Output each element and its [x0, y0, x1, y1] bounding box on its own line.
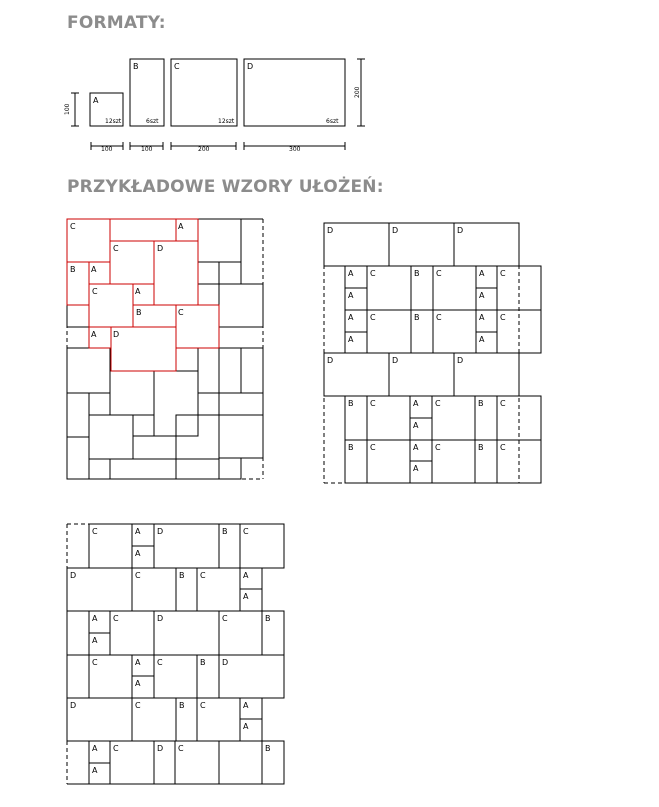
p2-label: C — [436, 313, 442, 322]
p3-label: A — [92, 766, 98, 775]
p2-label: A — [348, 313, 354, 322]
height-large-label: 200 — [354, 86, 361, 98]
format-d-count: 6szt — [326, 118, 339, 125]
p1-label: A — [135, 287, 141, 296]
format-d-width: 300 — [289, 146, 301, 153]
p3-label: C — [243, 527, 249, 536]
p2-label: A — [479, 335, 485, 344]
p1-label: C — [70, 222, 76, 231]
pattern-1-highlight — [67, 219, 219, 371]
p1-label: A — [91, 265, 97, 274]
pattern-1 — [67, 219, 263, 479]
p2-label: C — [370, 399, 376, 408]
p3-label: D — [157, 744, 164, 753]
p3-label: D — [157, 527, 164, 536]
p3-label: B — [265, 614, 271, 623]
p2-label: B — [348, 443, 354, 452]
p3-label: A — [243, 592, 249, 601]
p2-label: A — [348, 335, 354, 344]
p1-label: C — [178, 308, 184, 317]
p2-label: D — [457, 226, 464, 235]
height-small-label: 100 — [64, 103, 71, 115]
p3-label: C — [135, 571, 141, 580]
p2-label: D — [327, 226, 334, 235]
p2-label: B — [348, 399, 354, 408]
p2-label: C — [370, 443, 376, 452]
format-b-width: 100 — [141, 146, 153, 153]
p2-label: C — [435, 443, 441, 452]
format-a-label: A — [93, 96, 99, 105]
p3-label: A — [92, 636, 98, 645]
format-c-label: C — [174, 62, 180, 71]
p2-label: B — [478, 399, 484, 408]
p3-label: C — [92, 527, 98, 536]
format-d-label: D — [247, 62, 254, 71]
p1-label: A — [91, 330, 97, 339]
p1-label: C — [113, 244, 119, 253]
p2-label: A — [348, 269, 354, 278]
p1-label: A — [178, 222, 184, 231]
p2-label: A — [479, 291, 485, 300]
p3-label: C — [113, 744, 119, 753]
p3-label: C — [222, 614, 228, 623]
p2-label: C — [370, 269, 376, 278]
p3-label: A — [135, 658, 141, 667]
p2-label: C — [435, 399, 441, 408]
p1-label: D — [157, 244, 164, 253]
p3-label: A — [92, 614, 98, 623]
p2-label: C — [500, 399, 506, 408]
formats-section — [71, 59, 365, 150]
p2-label: C — [500, 313, 506, 322]
p3-label: C — [178, 744, 184, 753]
p3-label: B — [200, 658, 206, 667]
p2-label: A — [348, 291, 354, 300]
pattern-1-labels — [70, 222, 184, 339]
format-d-tile — [244, 59, 345, 126]
p2-label: B — [414, 313, 420, 322]
formats-labels — [64, 62, 361, 153]
p2-label: A — [413, 399, 419, 408]
pattern-2 — [324, 223, 541, 483]
p2-label: A — [413, 443, 419, 452]
p2-label: C — [436, 269, 442, 278]
p2-label: C — [500, 269, 506, 278]
p1-label: B — [70, 265, 76, 274]
p3-label: D — [222, 658, 229, 667]
width-dimension-lines — [91, 142, 345, 150]
p3-label: B — [179, 571, 185, 580]
p2-label: C — [500, 443, 506, 452]
p3-label: A — [243, 571, 249, 580]
p2-label: A — [479, 269, 485, 278]
format-c-width: 200 — [198, 146, 210, 153]
p3-label: C — [200, 701, 206, 710]
p1-label: D — [113, 330, 120, 339]
p2-label: A — [479, 313, 485, 322]
format-b-count: 6szt — [146, 118, 159, 125]
p3-label: D — [157, 614, 164, 623]
format-c-tile — [171, 59, 237, 126]
p1-label: C — [92, 287, 98, 296]
p3-label: A — [135, 549, 141, 558]
p2-label: A — [413, 421, 419, 430]
p3-label: A — [243, 722, 249, 731]
p3-label: B — [179, 701, 185, 710]
p2-label: D — [392, 226, 399, 235]
p3-label: A — [92, 744, 98, 753]
p2-label: C — [370, 313, 376, 322]
patterns-heading: PRZYKŁADOWE WZORY UŁOŻEŃ: — [67, 177, 384, 197]
p2-label: D — [327, 356, 334, 365]
p3-label: A — [135, 527, 141, 536]
p2-label: B — [478, 443, 484, 452]
format-b-label: B — [133, 62, 139, 71]
p2-label: A — [413, 464, 419, 473]
format-c-count: 12szt — [218, 118, 235, 125]
formats-heading: FORMATY: — [67, 13, 166, 33]
p3-label: A — [135, 679, 141, 688]
pattern-3 — [67, 524, 284, 784]
p2-label: D — [457, 356, 464, 365]
p2-label: D — [392, 356, 399, 365]
format-a-count: 12szt — [105, 118, 122, 125]
p3-label: C — [113, 614, 119, 623]
p3-label: C — [157, 658, 163, 667]
p3-label: C — [92, 658, 98, 667]
p3-label: A — [243, 701, 249, 710]
p3-label: D — [70, 571, 77, 580]
pattern-2-labels — [327, 226, 506, 473]
p3-label: C — [200, 571, 206, 580]
p2-label: B — [414, 269, 420, 278]
p3-label: C — [135, 701, 141, 710]
p1-label: B — [136, 308, 142, 317]
p3-label: B — [222, 527, 228, 536]
format-a-width: 100 — [101, 146, 113, 153]
p3-label: D — [70, 701, 77, 710]
p3-label: B — [265, 744, 271, 753]
